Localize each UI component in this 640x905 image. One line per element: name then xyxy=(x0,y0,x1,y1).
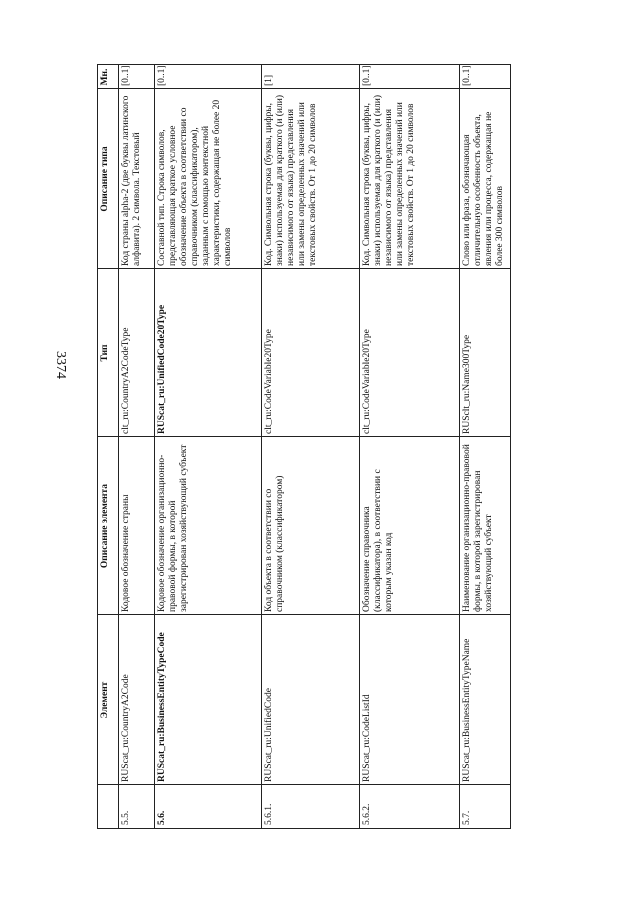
cell-element xyxy=(119,615,155,785)
header-cell-type xyxy=(98,269,118,437)
header-element-desc-text: Описание элемента xyxy=(100,483,110,569)
cell-num xyxy=(155,785,262,828)
cell-element xyxy=(155,615,262,785)
num-text: 5.6.2. xyxy=(362,803,372,825)
type-desc-text: Составной тип. Строка символов, представляющая краткое условное обозначение объекта в соответствии со справочником (классификатором), заданным с помощью контекстной характеристики, содержащая не более 20 символов xyxy=(157,99,233,266)
header-cell-num xyxy=(98,785,118,828)
header-cell-element xyxy=(98,615,118,785)
type-desc-text: Код страны alpha-2 (две буквы латинского алфавита). 2 символа. Текстовый xyxy=(121,95,142,266)
table-row xyxy=(359,65,459,828)
element-text: RUScat_ru:BusinessEntityTypeName xyxy=(462,638,472,782)
mn-text: [0..1] xyxy=(362,65,372,86)
table-header-row xyxy=(98,65,118,828)
cell-element-desc xyxy=(360,437,460,615)
cell-element-desc xyxy=(119,437,155,615)
type-text: clt_ru:CodeVariable20Type xyxy=(362,329,372,434)
element-text: RUScat_ru:UnifiedCode xyxy=(264,688,274,782)
header-num-text xyxy=(98,785,102,828)
type-text: RUScat_ru:UnifiedCode20Type xyxy=(157,304,167,434)
mn-text: [1] xyxy=(264,74,274,86)
cell-type-desc xyxy=(360,89,460,269)
cell-type-desc xyxy=(119,89,155,269)
cell-mn xyxy=(360,65,460,89)
cell-num xyxy=(360,785,460,828)
header-cell-mn xyxy=(98,65,118,89)
page-number: 3374 xyxy=(53,351,68,379)
header-type-desc-text: Описание типа xyxy=(100,146,110,212)
type-text: RUSclt_ru:Name300Type xyxy=(462,334,472,434)
type-text: clt_ru:CodeVariable20Type xyxy=(264,329,274,434)
table-row xyxy=(459,65,510,828)
cell-mn xyxy=(460,65,511,89)
cell-type-desc xyxy=(155,89,262,269)
mn-text: [0..1] xyxy=(157,65,167,86)
num-text: 5.6.1. xyxy=(264,803,274,825)
type-desc-text: Код. Символьная строка (буквы, цифры, знаки) используемая для краткого (и (или) независимого от языка) представления или замены определенных значений или текстовых свойств. От 1 до 20 символов xyxy=(264,94,318,266)
element-text: RUScat_ru:CountryA2Code xyxy=(121,674,131,782)
cell-type-desc xyxy=(262,89,360,269)
specification-table xyxy=(97,64,511,829)
type-text: clt_ru:CountryA2CodeType xyxy=(121,327,131,434)
header-type-text: Тип xyxy=(100,344,110,362)
cell-type xyxy=(119,269,155,437)
element-text: RUScat_ru:BusinessEntityTypeCode xyxy=(157,632,167,782)
cell-element-desc xyxy=(460,437,511,615)
mn-text: [0..1] xyxy=(462,65,472,86)
cell-type xyxy=(460,269,511,437)
type-desc-text: Слово или фраза, обозначающая отличительную особенность объекта, явления или процесса, содержащая не более 300 символов xyxy=(462,111,505,266)
cell-mn xyxy=(262,65,360,89)
table-row xyxy=(261,65,359,828)
header-cell-element-desc xyxy=(98,437,118,615)
element-desc-text: Кодовое обозначение страны xyxy=(121,494,131,612)
type-desc-text: Код. Символьная строка (буквы, цифры, знаки) используемая для краткого (и (или) независимого от языка) представления или замены определенных значений или текстовых свойств. От 1 до 20 символов xyxy=(362,94,416,266)
cell-element-desc xyxy=(155,437,262,615)
table-row xyxy=(118,65,154,828)
cell-mn xyxy=(119,65,155,89)
element-desc-text: Наименование организационно-правовой формы, в которой зарегистрирован хозяйствующий субъект xyxy=(462,444,494,612)
element-text: RUScat_ru:CodeListId xyxy=(362,694,372,782)
header-mn-text: Мн. xyxy=(100,68,110,86)
cell-type-desc xyxy=(460,89,511,269)
cell-element xyxy=(360,615,460,785)
cell-element xyxy=(262,615,360,785)
num-text: 5.6. xyxy=(157,810,167,825)
cell-mn xyxy=(155,65,262,89)
cell-num xyxy=(119,785,155,828)
cell-num xyxy=(262,785,360,828)
cell-type xyxy=(360,269,460,437)
num-text: 5.7. xyxy=(462,810,472,825)
header-element-text: Элемент xyxy=(100,681,110,719)
element-desc-text: Кодовое обозначение организационно-правовой формы, в которой зарегистрирован хозяйствующий субъект xyxy=(157,444,189,612)
element-desc-text: Обозначение справочника (классификатора), в соответствии с которым указан код xyxy=(362,469,394,612)
element-desc-text: Код объекта в соответствии со справочником (классификатором) xyxy=(264,475,285,612)
table-row xyxy=(154,65,261,828)
num-text: 5.5. xyxy=(121,810,131,825)
cell-element-desc xyxy=(262,437,360,615)
cell-type xyxy=(155,269,262,437)
cell-num xyxy=(460,785,511,828)
header-cell-type-desc xyxy=(98,89,118,269)
cell-element xyxy=(460,615,511,785)
mn-text: [0..1] xyxy=(121,65,131,86)
cell-type xyxy=(262,269,360,437)
